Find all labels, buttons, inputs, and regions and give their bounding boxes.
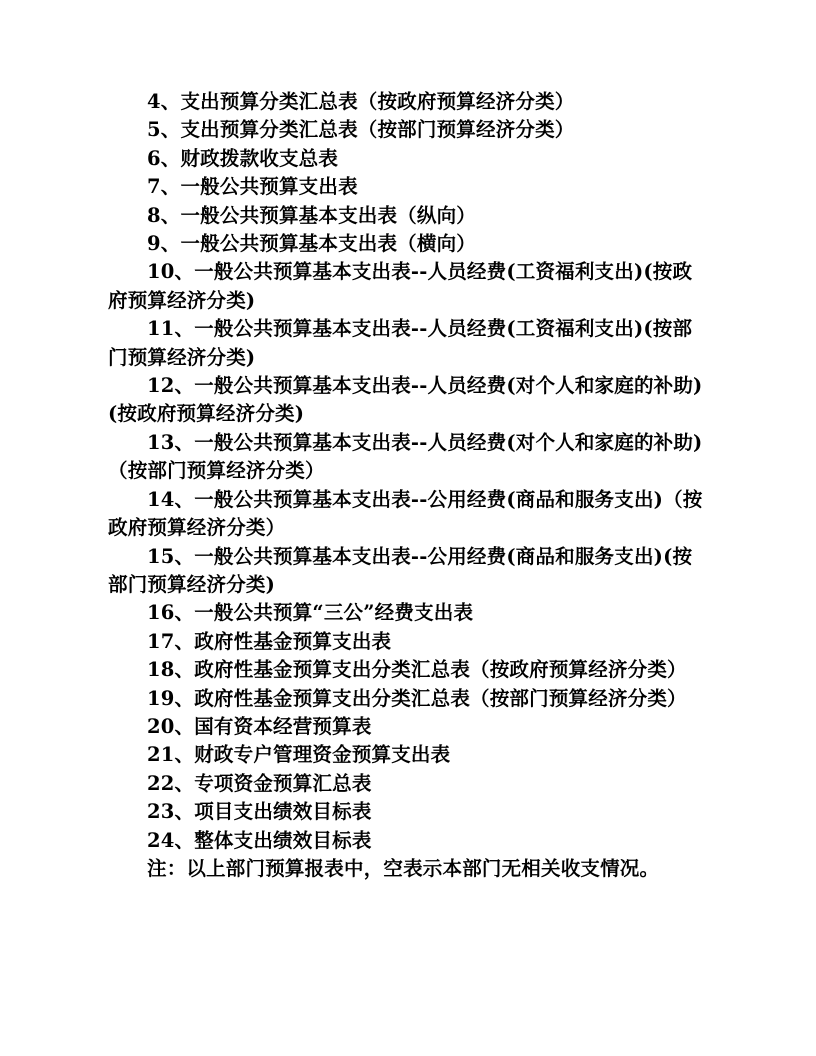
list-item: 8、一般公共预算基本支出表（纵向） [147,203,476,227]
list-item: 22、专项资金预算汇总表 [147,771,372,795]
list-item: 14、一般公共预算基本支出表--公用经费(商品和服务支出)（按政府预算经济分类） [108,487,703,540]
list-item: 24、整体支出绩效目标表 [147,828,372,852]
list-item: 20、国有资本经营预算表 [147,714,372,738]
list-item: 11、一般公共预算基本支出表--人员经费(工资福利支出)(按部门预算经济分类) [108,317,693,369]
list-item: 23、项目支出绩效目标表 [147,800,372,824]
list-item: 5、支出预算分类汇总表（按部门预算经济分类） [147,118,575,142]
list-item: 21、财政专户管理资金预算支出表 [147,743,451,767]
list-item: 19、政府性基金预算支出分类汇总表（按部门预算经济分类） [147,686,687,710]
list-item: 17、政府性基金预算支出表 [147,629,392,653]
list-item: 4、支出预算分类汇总表（按政府预算经济分类） [147,90,575,113]
list-item: 13、一般公共预算基本支出表--人员经费(对个人和家庭的补助)（按部门预算经济分类） [108,430,703,483]
list-item: 9、一般公共预算基本支出表（横向） [147,232,476,256]
footnote: 注：以上部门预算报表中，空表示本部门无相关收支情况。 [147,856,660,880]
list-item: 16、一般公共预算“三公”经费支出表 [147,601,474,625]
list-item: 7、一般公共预算支出表 [147,175,358,199]
table-list-body [108,88,708,883]
list-item: 18、政府性基金预算支出分类汇总表（按政府预算经济分类） [147,658,687,682]
list-item: 12、一般公共预算基本支出表--人员经费(对个人和家庭的补助)(按政府预算经济分类) [108,374,703,426]
list-item: 10、一般公共预算基本支出表--人员经费(工资福利支出)(按政府预算经济分类) [108,260,693,312]
list-item: 15、一般公共预算基本支出表--公用经费(商品和服务支出)(按部门预算经济分类) [108,544,693,596]
list-item: 6、财政拨款收支总表 [147,146,339,170]
